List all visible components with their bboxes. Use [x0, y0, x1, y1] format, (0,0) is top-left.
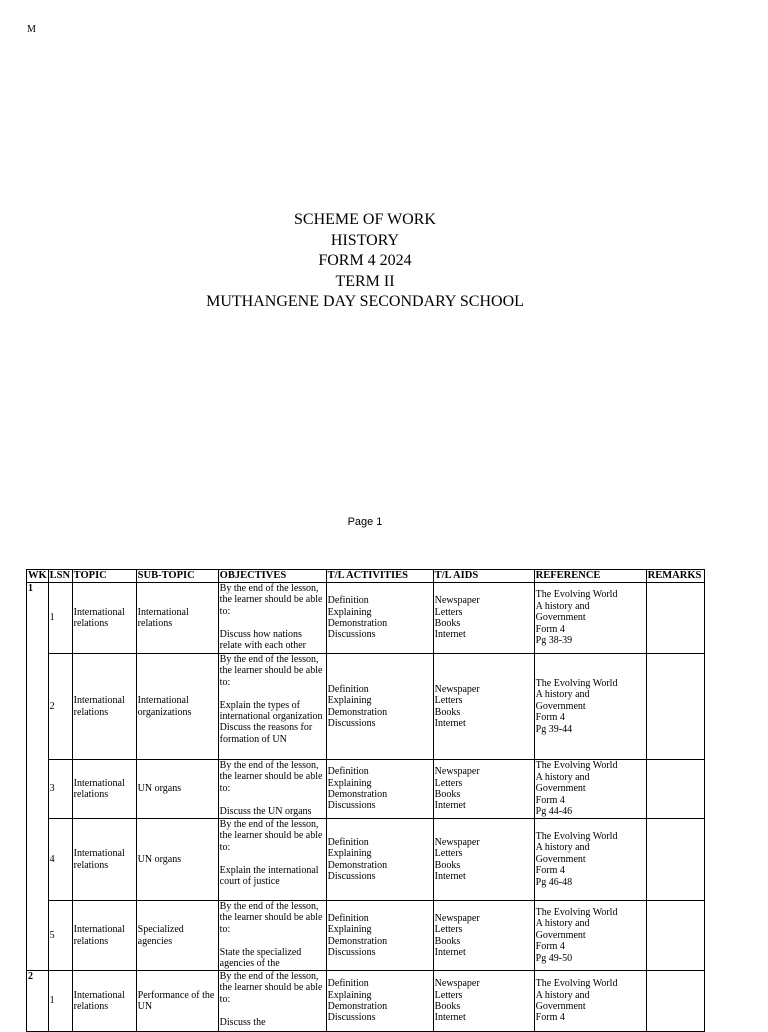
topic-cell: International relations	[72, 654, 136, 760]
reference-cell-line: The Evolving World	[535, 760, 618, 772]
col-header-objectives: OBJECTIVES	[218, 570, 326, 583]
objectives-cell-line	[220, 794, 325, 805]
objectives-cell-line: Explain the types of international organization	[219, 699, 323, 723]
lesson-cell: 5	[48, 901, 72, 971]
aids-cell	[433, 901, 534, 971]
objectives-cell-line: Explain the international court of justice	[219, 864, 319, 888]
reference-cell-line: A history and	[535, 771, 590, 783]
reference-cell-line: Government	[535, 853, 586, 865]
reference-cell-line: A history and	[535, 989, 590, 1001]
aids-cell-line: Newspaper	[434, 683, 480, 695]
aids-cell	[433, 819, 534, 901]
objectives-cell	[218, 654, 326, 760]
aids-cell-line: Internet	[434, 870, 466, 882]
reference-cell	[534, 971, 646, 1032]
objectives-cell	[218, 971, 326, 1032]
activities-cell-line: Definition	[327, 766, 369, 778]
topic-cell: International relations	[72, 819, 136, 901]
title-line: TERM II	[335, 272, 395, 290]
aids-cell-line: Internet	[434, 946, 466, 958]
activities-cell-line: Definition	[327, 978, 369, 990]
subtopic-cell: UN organs	[136, 760, 218, 819]
aids-cell-line: Internet	[434, 629, 466, 641]
subtopic-cell: Performance of the UN	[136, 971, 218, 1032]
activities-cell-line: Demonstration	[327, 618, 388, 629]
document-title	[0, 210, 730, 313]
objectives-cell-line	[220, 617, 325, 628]
aids-cell-line: Newspaper	[434, 836, 480, 848]
lesson-cell: 3	[48, 760, 72, 819]
title-line: HISTORY	[330, 231, 400, 249]
reference-cell-line: A history and	[535, 918, 590, 930]
objectives-cell-line: By the end of the lesson, the learner should be able to:	[219, 819, 323, 853]
header-mark: M	[27, 24, 36, 35]
aids-cell-line: Letters	[434, 924, 463, 936]
objectives-cell-line: Discuss the	[219, 1016, 266, 1028]
col-header-aids: T/L AIDS	[433, 570, 534, 583]
reference-cell-line: The Evolving World	[535, 978, 618, 990]
aids-cell-line: Newspaper	[434, 978, 480, 990]
table-row	[27, 901, 705, 971]
reference-cell-line: Government	[535, 612, 586, 624]
subtopic-cell: UN organs	[136, 819, 218, 901]
activities-cell-line: Explaining	[327, 924, 372, 936]
activities-cell-line: Explaining	[327, 606, 372, 618]
reference-cell-line: Pg 38-39	[535, 635, 573, 647]
activities-cell	[326, 819, 433, 901]
activities-cell-line: Discussions	[327, 1012, 376, 1024]
activities-cell-line: Definition	[327, 836, 369, 848]
activities-cell-line: Discussions	[327, 946, 376, 958]
col-header-activities: T/L ACTIVITIES	[326, 570, 433, 583]
objectives-cell-line: State the specialized agencies of the	[219, 946, 302, 970]
aids-cell-line: Newspaper	[434, 595, 480, 607]
aids-cell-line: Internet	[434, 800, 466, 812]
reference-cell-line: Government	[535, 700, 586, 712]
aids-cell-line: Books	[434, 789, 461, 800]
activities-cell	[326, 971, 433, 1032]
objectives-cell	[218, 901, 326, 971]
reference-cell-line: The Evolving World	[535, 677, 618, 689]
remarks-cell	[646, 583, 704, 654]
aids-cell-line: Books	[434, 859, 461, 871]
reference-cell-line: A history and	[535, 600, 590, 612]
aids-cell	[433, 654, 534, 760]
table-row	[27, 654, 705, 760]
reference-cell-line: A history and	[535, 689, 590, 701]
activities-cell-line: Explaining	[327, 777, 372, 789]
aids-cell	[433, 583, 534, 654]
activities-cell-line: Demonstration	[327, 1001, 388, 1012]
table-row	[27, 819, 705, 901]
remarks-cell	[646, 971, 704, 1032]
remarks-cell	[646, 760, 704, 819]
aids-cell	[433, 760, 534, 819]
reference-cell-line: Government	[535, 783, 586, 795]
reference-cell-line: Pg 44-46	[535, 806, 573, 818]
reference-cell	[534, 819, 646, 901]
reference-cell	[534, 760, 646, 819]
reference-cell-line: Form 4	[535, 1012, 565, 1024]
activities-cell	[326, 901, 433, 971]
reference-cell-line: Form 4	[535, 865, 565, 877]
objectives-cell-line	[220, 1005, 325, 1016]
objectives-cell-line: By the end of the lesson, the learner should be able to:	[219, 760, 323, 794]
remarks-cell	[646, 901, 704, 971]
aids-cell-line: Internet	[434, 717, 466, 729]
col-header-subtopic: SUB-TOPIC	[136, 570, 218, 583]
reference-cell-line: The Evolving World	[535, 830, 618, 842]
reference-cell-line: Government	[535, 1001, 586, 1012]
lesson-cell: 2	[48, 654, 72, 760]
aids-cell-line: Newspaper	[434, 766, 480, 778]
col-header-topic: TOPIC	[72, 570, 136, 583]
activities-cell-line: Definition	[327, 683, 369, 695]
activities-cell-line: Discussions	[327, 717, 376, 729]
topic-cell: International relations	[72, 583, 136, 654]
activities-cell-line: Demonstration	[327, 706, 388, 718]
objectives-cell-line	[220, 853, 325, 864]
activities-cell-line: Discussions	[327, 800, 376, 812]
table-row	[27, 971, 705, 1032]
scheme-table	[26, 569, 705, 1032]
page-number: Page 1	[347, 516, 383, 528]
objectives-cell	[218, 583, 326, 654]
activities-cell-line: Definition	[327, 595, 369, 607]
activities-cell-line: Discussions	[327, 870, 376, 882]
aids-cell-line: Books	[434, 935, 461, 947]
col-header-remarks: REMARKS	[646, 570, 704, 583]
lesson-cell: 1	[48, 971, 72, 1032]
reference-cell-line: Form 4	[535, 623, 565, 635]
subtopic-cell: International organizations	[136, 654, 218, 760]
week-cell: 1	[27, 583, 49, 971]
objectives-cell-line: By the end of the lesson, the learner should be able to:	[219, 971, 323, 1005]
aids-cell-line: Books	[434, 706, 461, 718]
title-line: MUTHANGENE DAY SECONDARY SCHOOL	[206, 293, 524, 311]
activities-cell-line: Explaining	[327, 848, 372, 860]
reference-cell-line: Pg 39-44	[535, 723, 573, 735]
reference-cell-line: Form 4	[535, 941, 565, 953]
aids-cell-line: Newspaper	[434, 912, 480, 924]
objectives-cell-line: By the end of the lesson, the learner should be able to:	[219, 901, 323, 935]
reference-cell-line: The Evolving World	[535, 589, 618, 601]
topic-cell: International relations	[72, 760, 136, 819]
lesson-cell: 4	[48, 819, 72, 901]
table-row	[27, 760, 705, 819]
activities-cell-line: Demonstration	[327, 859, 388, 871]
reference-cell-line: Government	[535, 929, 586, 941]
col-header-reference: REFERENCE	[534, 570, 646, 583]
objectives-cell	[218, 760, 326, 819]
table-header-row	[27, 570, 705, 583]
title-line: FORM 4 2024	[318, 252, 412, 270]
objectives-cell-line: Discuss the reasons for formation of UN	[219, 722, 313, 745]
reference-cell	[534, 654, 646, 760]
activities-cell-line: Explaining	[327, 695, 372, 707]
reference-cell-line: Form 4	[535, 794, 565, 806]
objectives-cell-line: Discuss the UN organs	[219, 805, 312, 817]
reference-cell-line: A history and	[535, 842, 590, 854]
remarks-cell	[646, 819, 704, 901]
col-header-wk: WK	[28, 570, 47, 581]
reference-cell-line: The Evolving World	[535, 906, 618, 918]
objectives-cell-line: By the end of the lesson, the learner should be able to:	[219, 654, 323, 688]
aids-cell-line: Books	[434, 618, 461, 629]
reference-cell-line: Pg 49-50	[535, 952, 573, 964]
reference-cell-line: Pg 46-48	[535, 876, 573, 888]
week-cell: 2	[27, 971, 49, 1032]
aids-cell-line: Letters	[434, 989, 463, 1001]
aids-cell-line: Internet	[434, 1012, 466, 1024]
activities-cell-line: Demonstration	[327, 789, 388, 800]
objectives-cell-line: Discuss how nations relate with each other	[219, 628, 307, 652]
activities-cell	[326, 583, 433, 654]
aids-cell-line: Letters	[434, 777, 463, 789]
activities-cell-line: Explaining	[327, 989, 372, 1001]
objectives-cell-line	[220, 688, 325, 699]
objectives-cell-line: By the end of the lesson, the learner should be able to:	[219, 583, 323, 617]
lesson-cell: 1	[48, 583, 72, 654]
objectives-cell	[218, 819, 326, 901]
activities-cell	[326, 654, 433, 760]
aids-cell-line: Letters	[434, 695, 463, 707]
activities-cell-line: Demonstration	[327, 935, 388, 947]
activities-cell	[326, 760, 433, 819]
title-line: SCHEME OF WORK	[294, 211, 436, 228]
aids-cell-line: Letters	[434, 606, 463, 618]
activities-cell-line: Definition	[327, 912, 369, 924]
topic-cell: International relations	[72, 901, 136, 971]
activities-cell-line: Discussions	[327, 629, 376, 641]
reference-cell-line: Form 4	[535, 712, 565, 724]
aids-cell-line: Books	[434, 1001, 461, 1012]
topic-cell: International relations	[72, 971, 136, 1032]
reference-cell	[534, 583, 646, 654]
aids-cell-line: Letters	[434, 848, 463, 860]
reference-cell	[534, 901, 646, 971]
col-header-lsn: LSN	[48, 570, 72, 583]
subtopic-cell: Specialized agencies	[136, 901, 218, 971]
objectives-cell-line	[220, 935, 325, 946]
aids-cell	[433, 971, 534, 1032]
table-row	[27, 583, 705, 654]
remarks-cell	[646, 654, 704, 760]
subtopic-cell: International relations	[136, 583, 218, 654]
